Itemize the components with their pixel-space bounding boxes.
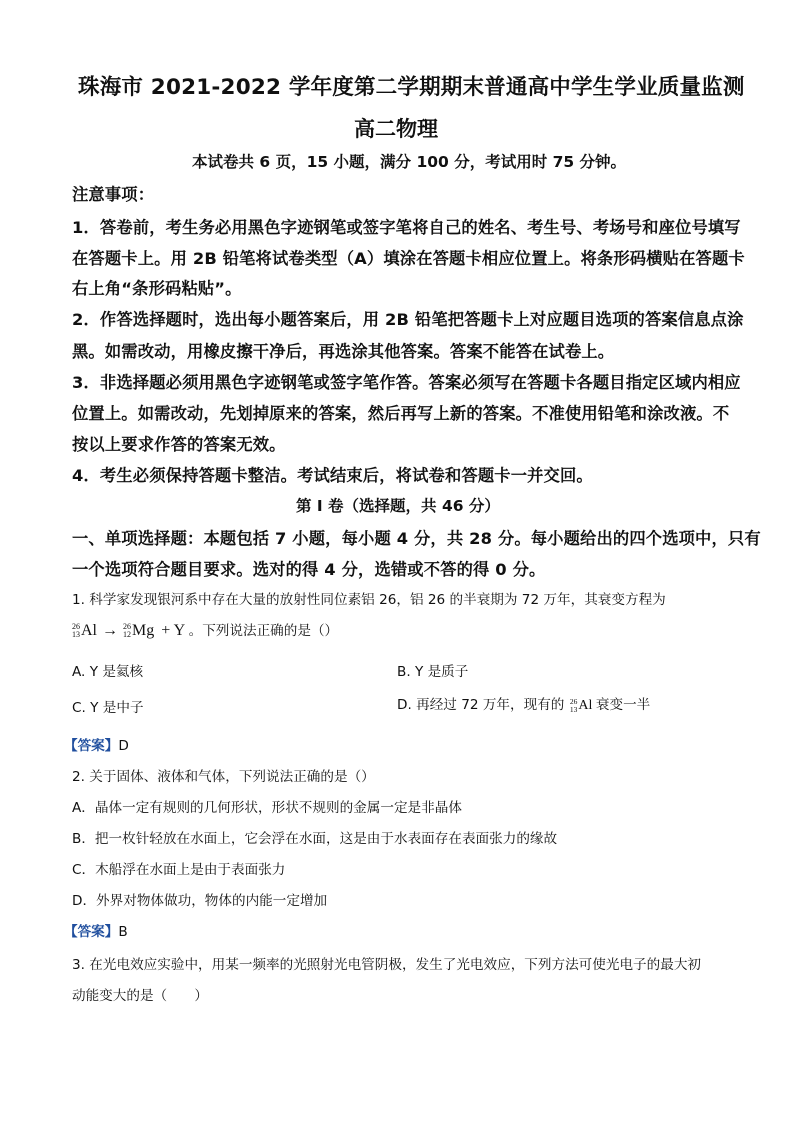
q1-option-c: C. Y 是中子 [72,700,144,716]
note-line: 黑。如需改动，用橡皮擦干净后，再选涂其他答案。答案不能答在试卷上。 [72,342,615,361]
plus-y: + Y [161,622,185,639]
q2-answer [64,920,128,940]
q1-option-d-tail: 衰变一半 [595,697,651,713]
reaction-arrow: → [102,622,118,639]
mg-symbol: Mg [132,622,155,639]
note-line: 1．答卷前，考生务必用黑色字迹钢笔或签字笔将自己的姓名、考生号、考场号和座位号填写 [72,218,741,237]
al-inline-z: 13 [569,704,578,714]
al-nuclide-inline [564,698,596,713]
al-inline-symbol: Al [578,698,593,713]
q2-option-b: B．把一枚针轻放在水面上，它会浮在水面，这是由于水表面存在表面张力的缘故 [72,831,558,847]
q1-formula-line [72,619,338,640]
answer-value: D [118,738,129,754]
al-symbol: Al [81,622,97,639]
mg-nuclide-scripts [123,623,131,639]
q1-option-b: B. Y 是质子 [397,664,469,680]
q2-option-c: C．木船浮在水面上是由于表面张力 [72,862,286,878]
answer-tag: 【答案】 [64,738,119,754]
al-nuclide-scripts [72,623,80,639]
mg-atomic-number: 12 [123,630,131,640]
al-atomic-number: 13 [72,630,80,640]
note-line: 2．作答选择题时，选出每小题答案后，用 2B 铅笔把答题卡上对应题目选项的答案信息点涂 [72,310,744,329]
note-line: 3．非选择题必须用黑色字迹钢笔或签字笔作答。答案必须写在答题卡各题目指定区域内相应 [72,373,741,392]
q1-option-a: A. Y 是氦核 [72,664,144,680]
note-line: 右上角“条形码粘贴”。 [72,279,242,298]
exam-title: 珠海市 2021-2022 学年度第二学期期末普通高中学生学业质量监测 [78,75,745,100]
note-line: 4．考生必须保持答题卡整洁。考试结束后，将试卷和答题卡一并交回。 [72,466,593,485]
q3-stem: 3. 在光电效应实验中，用某一频率的光照射光电管阴极，发生了光电效应，下列方法可使光电子的最大初 [72,957,702,973]
exam-meta: 本试卷共 6 页，15 小题，满分 100 分，考试用时 75 分钟。 [192,153,627,171]
notes-heading: 注意事项： [72,185,155,204]
q1-stem: 1. 科学家发现银河系中存在大量的放射性同位素铝 26，铝 26 的半衰期为 72 万年，其衰变方程为 [72,592,666,608]
answer-value: B [118,924,128,940]
section-instructions: 一、单项选择题：本题包括 7 小题，每小题 4 分，共 28 分。每小题给出的四个选项中，只有 [72,529,761,548]
note-line: 按以上要求作答的答案无效。 [72,435,286,454]
al-inline-mass: 26 [569,697,578,707]
q1-option-d [397,693,650,714]
q1-stem-tail: 。下列说法正确的是（） [188,623,339,639]
mg-mass-number: 26 [123,622,131,632]
subject-title: 高二物理 [354,117,438,141]
q1-answer [64,734,129,754]
q3-stem-continued: 动能变大的是（ ） [72,988,208,1004]
decay-equation [72,622,189,639]
q2-option-a: A．晶体一定有规则的几何形状，形状不规则的金属一定是非晶体 [72,800,462,816]
section-title: 第 I 卷（选择题，共 46 分） [296,497,500,515]
note-line: 在答题卡上。用 2B 铅笔将试卷类型（A）填涂在答题卡相应位置上。将条形码横贴在答题卡 [72,249,745,268]
note-line: 位置上。如需改动，先划掉原来的答案，然后再写上新的答案。不准使用铅笔和涂改液。不 [72,404,730,423]
section-instructions: 一个选项符合题目要求。选对的得 4 分，选错或不答的得 0 分。 [72,560,546,579]
answer-tag: 【答案】 [64,924,119,940]
q2-option-d: D．外界对物体做功，物体的内能一定增加 [72,893,328,909]
q1-option-d-text: D. 再经过 72 万年，现有的 [397,697,565,713]
q2-stem: 2. 关于固体、液体和气体，下列说法正确的是（） [72,769,375,785]
al-mass-number: 26 [72,622,80,632]
al-inline-scripts [570,698,578,713]
